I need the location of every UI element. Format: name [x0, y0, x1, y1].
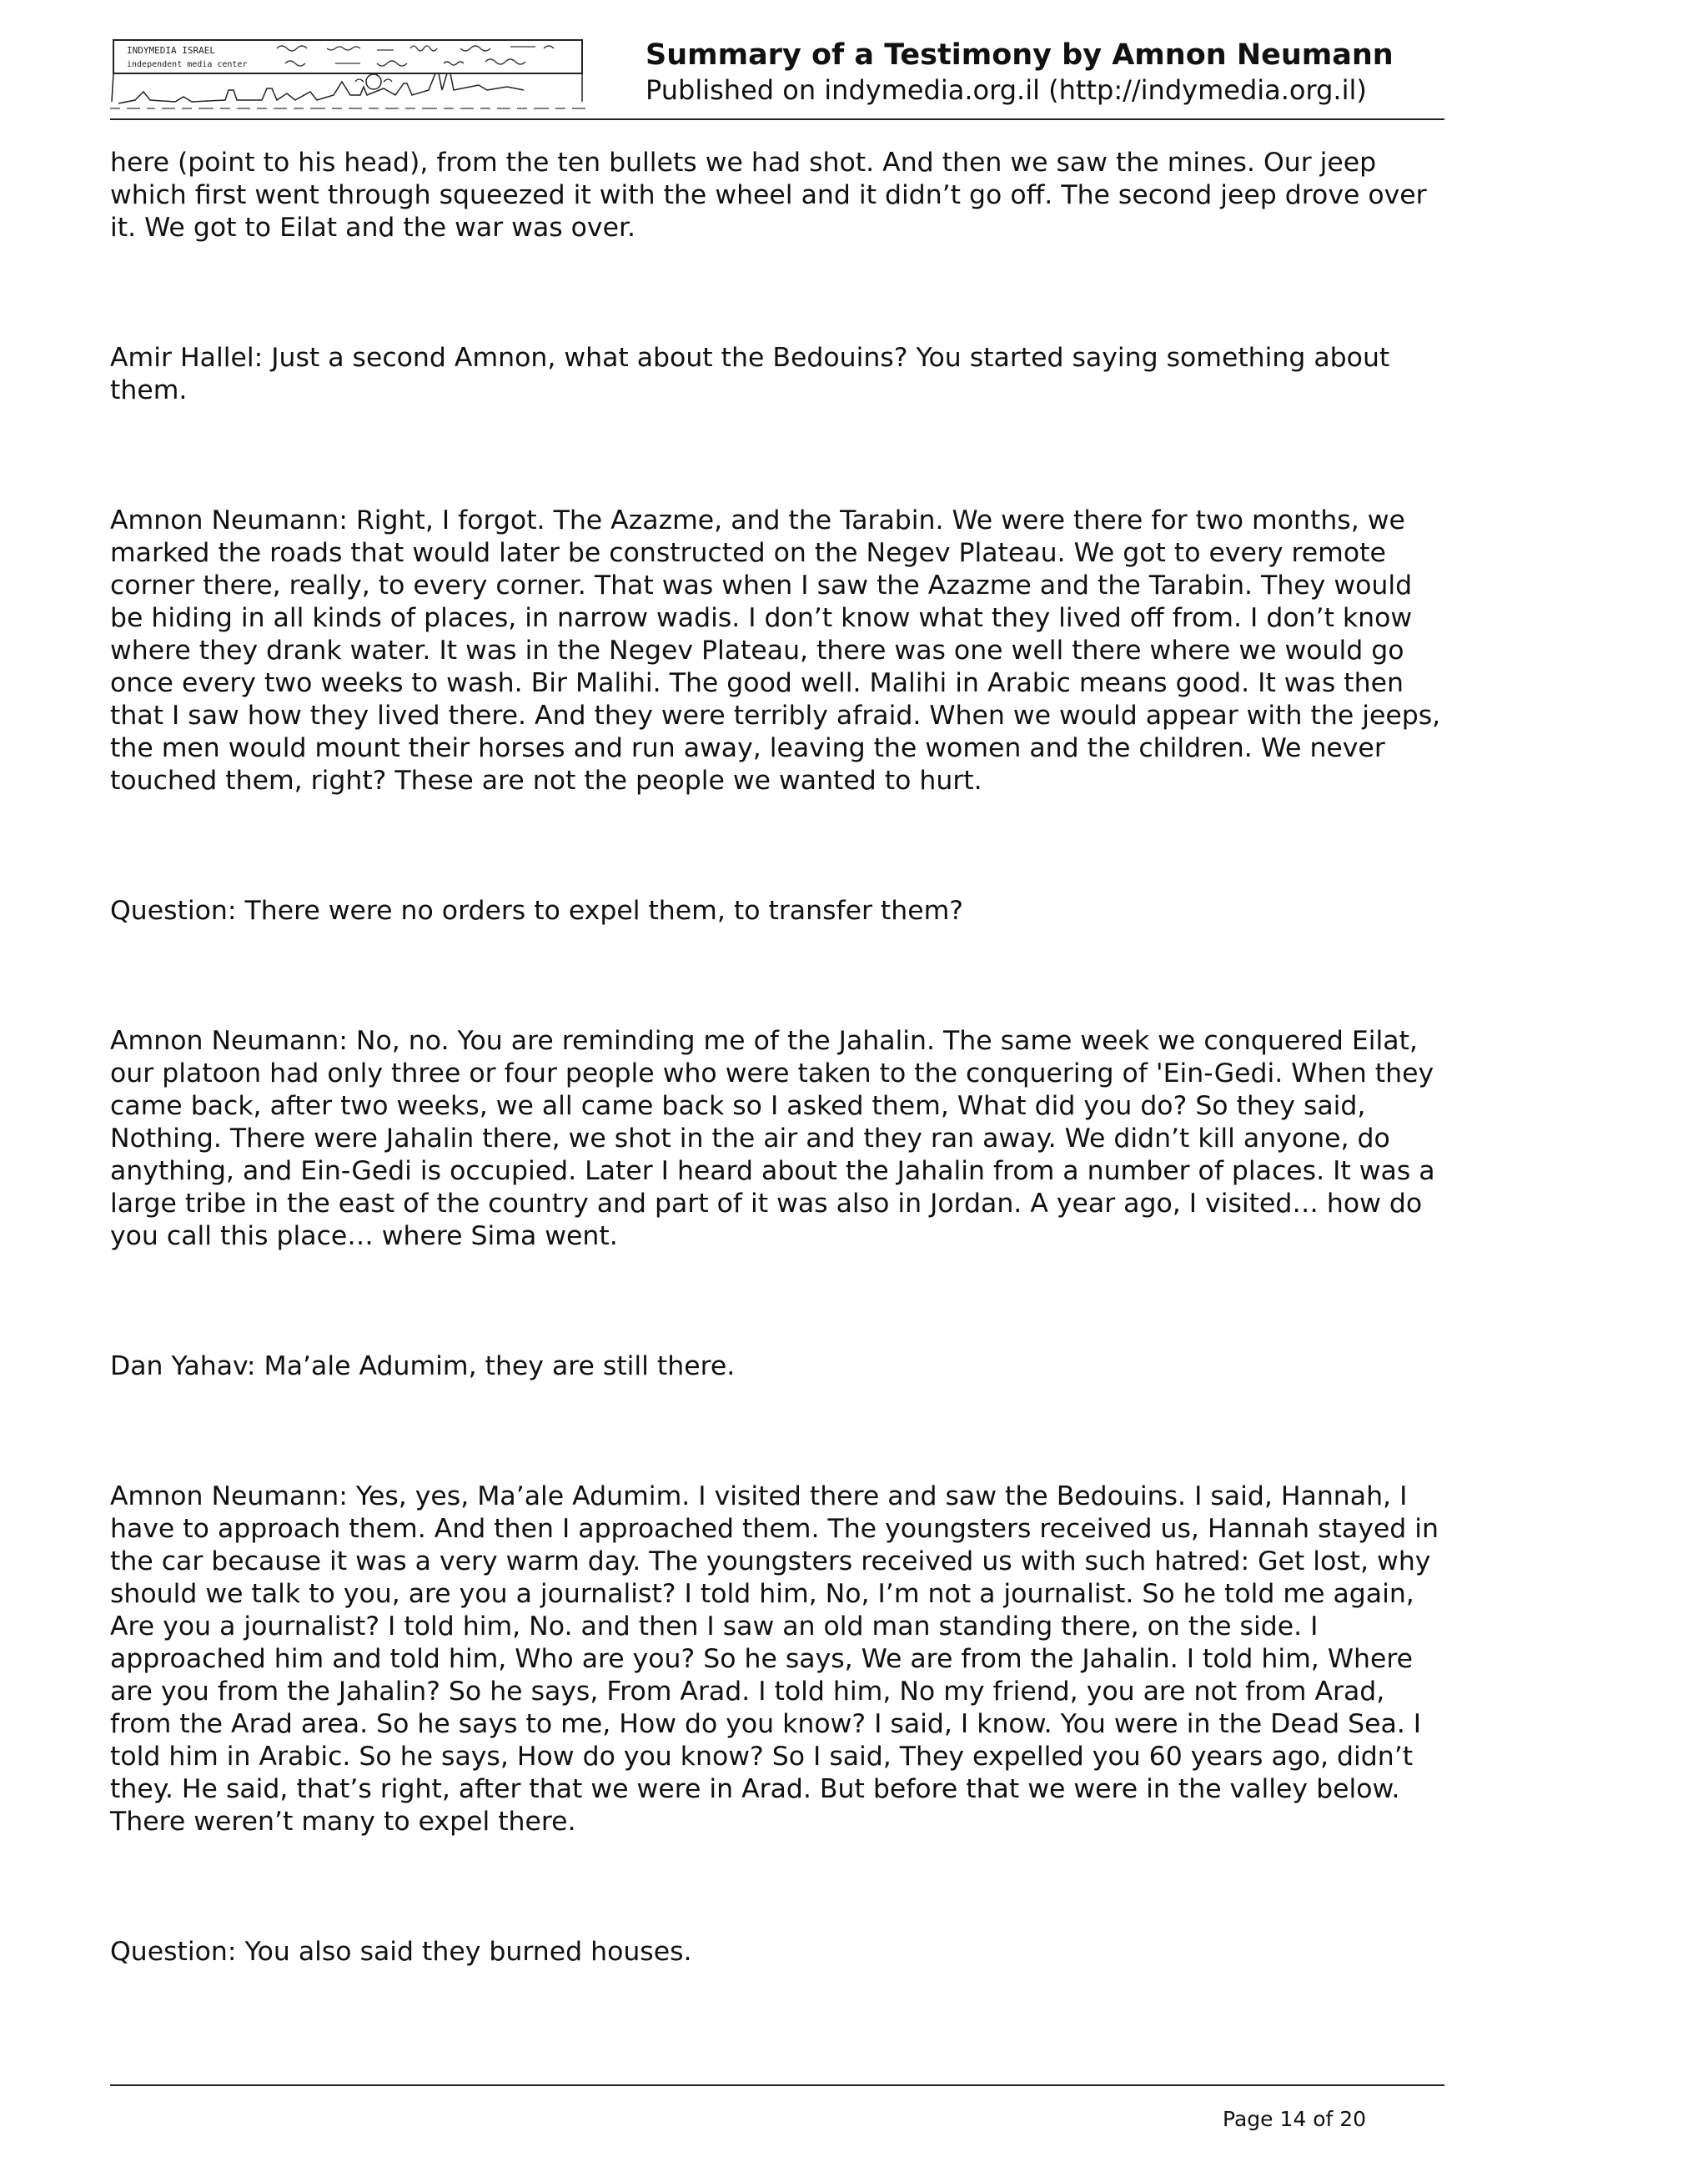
- header-text: [646, 37, 1394, 107]
- header-divider: [110, 118, 1444, 120]
- indymedia-israel-logo: [110, 37, 590, 110]
- paragraph: Amir Hallel: Just a second Amnon, what about the Bedouins? You started saying something about them.: [110, 343, 1390, 405]
- logo-text-line2: independent media center: [127, 60, 248, 69]
- paragraph: Question: There were no orders to expel them, to transfer them?: [110, 896, 964, 926]
- footer-divider: [110, 2084, 1444, 2086]
- paragraph: Amnon Neumann: Yes, yes, Ma’ale Adumim. I visited there and saw the Bedouins. I said, Hannah, I have to approach them. And then I approached them. The youngsters received us, Hannah stayed in the car because it was a very warm day. The youngsters received us with such hatred: Get lost, why should we talk to you, are you a journalist? I told him, No, I’m not a journalist. So he told me again, Are you a journalist? I told him, No. and then I saw an old man standing there, on the side. I approached him and told him, Who are you? So he says, We are from the Jahalin. I told him, Where are you from the Jahalin? So he says, From Arad. I told him, No my friend, you are not from Arad, from the Arad area. So he says to me, How do you know? I said, I know. You were in the Dead Sea. I told him in Arabic. So he says, How do you know? So I said, They expelled you 60 years ago, didn’t they. He said, that’s right, after that we were in Arad. But before that we were in the valley below. There weren’t many to expel there.: [110, 1481, 1439, 1837]
- paragraph: here (point to his head), from the ten bullets we had shot. And then we saw the mines. Our jeep which first went through squeezed it with the wheel and it didn’t go off. The second jeep drove over it. We got to Eilat and the war was over.: [110, 148, 1427, 243]
- paragraph: Dan Yahav: Ma’ale Adumim, they are still there.: [110, 1351, 736, 1381]
- document-subtitle: Published on indymedia.org.il (http://indymedia.org.il): [646, 74, 1367, 106]
- page-header: [110, 37, 1444, 120]
- logo-text-line1: INDYMEDIA ISRAEL: [127, 45, 215, 56]
- document-title: Summary of a Testimony by Amnon Neumann: [646, 38, 1394, 72]
- paragraph: Amnon Neumann: Right, I forgot. The Azazme, and the Tarabin. We were there for two months, we marked the roads that would later be constructed on the Negev Plateau. We got to every remote corner there, really, to every corner. That was when I saw the Azazme and the Tarabin. They would be hiding in all kinds of places, in narrow wadis. I don’t know what they lived off from. I don’t know where they drank water. It was in the Negev Plateau, there was one well there where we would go once every two weeks to wash. Bir Malihi. The good well. Malihi in Arabic means good. It was then that I saw how they lived there. And they were terribly afraid. When we would appear with the jeeps, the men would mount their horses and run away, leaving the women and the children. We never touched them, right? These are not the people we wanted to hurt.: [110, 505, 1441, 796]
- paragraph: Amnon Neumann: No, no. You are reminding me of the Jahalin. The same week we conquered Eilat, our platoon had only three or four people who were taken to the conquering of 'Ein-Gedi. When they came back, after two weeks, we all came back so I asked them, What did you do? So they said, Nothing. There were Jahalin there, we shot in the air and they ran away. We didn’t kill anyone, do anything, and Ein-Gedi is occupied. Later I heard about the Jahalin from a number of places. It was a large tribe in the east of the country and part of it was also in Jordan. A year ago, I visited… how do you call this place… where Sima went.: [110, 1026, 1435, 1251]
- document-body: [110, 147, 1444, 1968]
- page-number: Page 14 of 20: [1223, 2107, 1367, 2131]
- paragraph: Question: You also said they burned houses.: [110, 1937, 692, 1967]
